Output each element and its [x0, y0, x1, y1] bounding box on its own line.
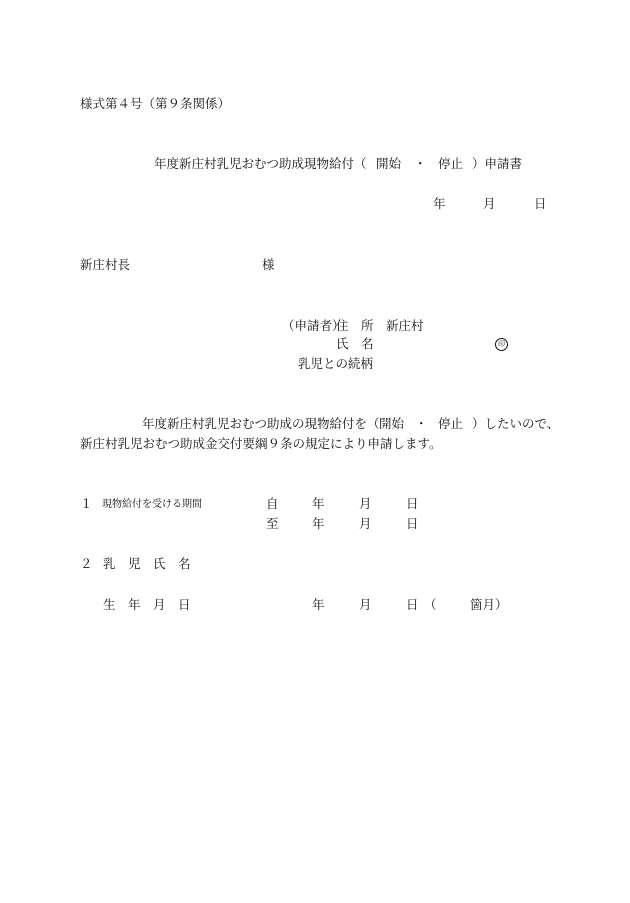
body-option-start: 開始	[379, 416, 405, 431]
age-open-paren: （	[424, 597, 437, 612]
age-months: 箇月）	[470, 597, 508, 612]
title-main: 年度新庄村乳児おむつ助成現物給付（	[154, 156, 367, 171]
infant-name-label-char: 名	[178, 556, 191, 571]
addressee-honorific: 様	[262, 257, 275, 272]
applicant-label: （申請者）	[282, 318, 345, 333]
address-label: 住 所	[336, 318, 374, 333]
period-to-month: 月	[359, 516, 372, 531]
item1-label: 現物給付を受ける期間	[102, 499, 202, 510]
date-year: 年	[433, 196, 446, 211]
birth-month: 月	[359, 597, 372, 612]
body-option-stop: 停止	[438, 416, 464, 431]
title-suffix: ）申請書	[472, 156, 523, 171]
birthdate-label-char: 月	[153, 597, 166, 612]
infant-name-label-char: 乳	[103, 556, 116, 571]
address-value: 新庄村	[386, 318, 424, 333]
body-line1-end: ）したいので、	[472, 416, 560, 431]
date-day: 日	[534, 196, 547, 211]
title-option-separator: ・	[414, 156, 427, 171]
period-from: 自	[266, 496, 279, 511]
period-to-year: 年	[312, 516, 325, 531]
period-from-month: 月	[359, 496, 372, 511]
infant-name-label-char: 児	[128, 556, 141, 571]
addressee-name: 新庄村長	[80, 257, 131, 272]
period-from-year: 年	[312, 496, 325, 511]
period-from-day: 日	[406, 496, 419, 511]
item2-number: ２	[80, 556, 93, 571]
title-option-stop: 停止	[438, 156, 464, 171]
item1-number: １	[80, 496, 93, 511]
relation-label: 乳児との続柄	[298, 356, 374, 371]
title-option-start: 開始	[376, 156, 402, 171]
birth-year: 年	[312, 597, 325, 612]
period-to-day: 日	[406, 516, 419, 531]
body-option-separator: ・	[415, 416, 428, 431]
date-month: 月	[483, 196, 496, 211]
birthdate-label-char: 生	[103, 597, 116, 612]
body-line1-text: 年度新庄村乳児おむつ助成の現物給付を（	[142, 416, 380, 431]
body-line2: 新庄村乳児おむつ助成金交付要綱９条の規定により申請します。	[80, 436, 442, 451]
form-number: 様式第４号（第９条関係）	[80, 96, 231, 111]
name-label: 氏 名	[336, 336, 374, 351]
seal-mark: 印	[495, 338, 508, 351]
period-to: 至	[266, 516, 279, 531]
birthdate-label-char: 年	[128, 597, 141, 612]
birth-day: 日	[406, 597, 419, 612]
birthdate-label-char: 日	[178, 597, 191, 612]
infant-name-label-char: 氏	[153, 556, 166, 571]
